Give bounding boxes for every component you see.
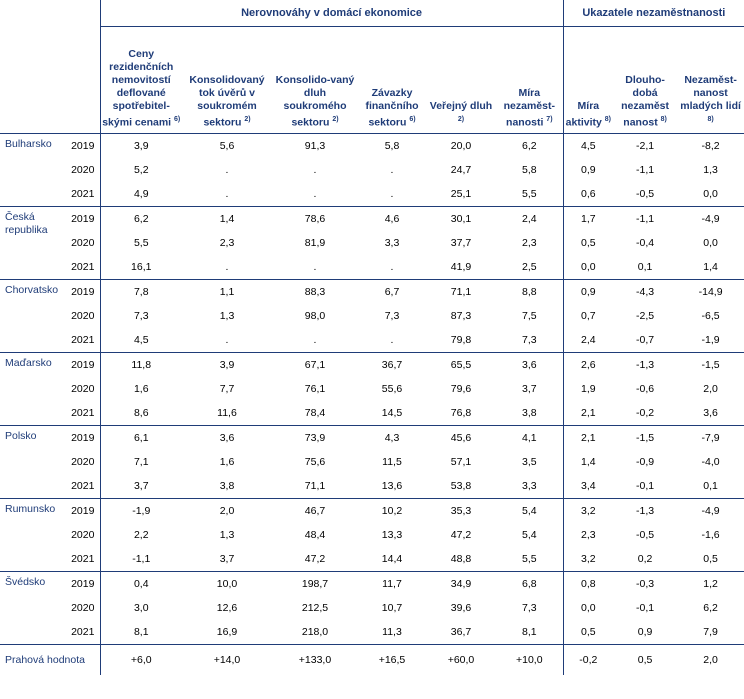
column-header — [272, 27, 358, 134]
value-cell: 11,3 — [358, 620, 426, 645]
value-cell: 1,4 — [677, 255, 744, 280]
value-cell: 3,6 — [677, 401, 744, 426]
value-cell: 0,0 — [677, 182, 744, 207]
header-group-row — [0, 0, 744, 27]
year-cell: 2021 — [66, 182, 100, 207]
table-row — [0, 596, 744, 620]
value-cell: 35,3 — [450, 505, 472, 517]
value-cell: 4,1 — [521, 432, 537, 444]
value-cell: 7,5 — [521, 310, 537, 322]
value-cell: 1,6 — [100, 377, 182, 401]
value-cell: 6,7 — [384, 286, 400, 298]
value-cell: 4,9 — [100, 182, 182, 207]
value-cell: 13,3 — [381, 529, 403, 541]
value-cell: 3,0 — [100, 596, 182, 620]
value-cell: -6,5 — [701, 310, 720, 322]
country-name: Bulharsko — [0, 134, 66, 207]
header-column-row — [0, 27, 744, 134]
year-cell: 2019 — [71, 578, 95, 590]
value-cell: 10,7 — [381, 602, 403, 614]
year-cell: 2020 — [71, 602, 95, 614]
value-cell: 218,0 — [272, 620, 358, 645]
column-header-label: Míra nezaměst-nanosti — [503, 86, 555, 128]
value-cell: 2,3 — [219, 237, 235, 249]
value-cell: -4,9 — [701, 213, 720, 225]
column-header-label: Závazky finančního sektoru — [365, 86, 419, 128]
value-cell: 71,1 — [272, 474, 358, 499]
value-cell: 1,1 — [219, 286, 235, 298]
value-cell: 13,6 — [358, 474, 426, 499]
value-cell: 0,1 — [677, 474, 744, 499]
table-row — [0, 426, 744, 451]
value-cell: 14,4 — [358, 547, 426, 572]
table-row — [0, 401, 744, 426]
year-cell: 2019 — [71, 213, 95, 225]
value-cell: -1,9 — [100, 499, 182, 524]
value-cell: 47,2 — [450, 529, 472, 541]
value-cell: -1,1 — [100, 547, 182, 572]
value-cell: 8,1 — [496, 620, 563, 645]
value-cell: 0,5 — [563, 620, 613, 645]
value-cell: 10,2 — [381, 505, 403, 517]
value-cell: . — [358, 182, 426, 207]
value-cell: 2,4 — [521, 213, 537, 225]
table-row — [0, 547, 744, 572]
value-cell: 5,8 — [521, 164, 537, 176]
value-cell: -4,9 — [701, 505, 720, 517]
column-header — [613, 27, 677, 134]
column-header-label: Míra aktivity — [565, 99, 602, 128]
value-cell: -7,9 — [701, 432, 720, 444]
value-cell: -0,1 — [636, 602, 655, 614]
table-row — [0, 231, 744, 255]
value-cell: -0,5 — [613, 182, 677, 207]
value-cell: 0,1 — [613, 255, 677, 280]
value-cell: -1,5 — [636, 432, 655, 444]
value-cell: 1,9 — [563, 377, 613, 401]
value-cell: 5,2 — [100, 158, 182, 182]
year-cell: 2021 — [66, 547, 100, 572]
value-cell: 45,6 — [450, 432, 472, 444]
value-cell: 11,6 — [182, 401, 272, 426]
value-cell: 0,5 — [563, 231, 613, 255]
value-cell: 212,5 — [301, 602, 329, 614]
value-cell: 48,8 — [426, 547, 496, 572]
value-cell: 34,9 — [450, 578, 472, 590]
value-cell: 0,0 — [703, 237, 718, 249]
table-row — [0, 499, 744, 524]
value-cell: 7,8 — [100, 280, 182, 305]
value-cell: 57,1 — [450, 456, 472, 468]
footnote-marker: 7) — [546, 115, 553, 123]
value-cell: 78,4 — [272, 401, 358, 426]
column-header — [358, 27, 426, 134]
year-cell: 2020 — [71, 456, 95, 468]
value-cell: 5,5 — [100, 231, 182, 255]
country-name: Chorvatsko — [0, 280, 66, 353]
value-cell: 30,1 — [450, 213, 472, 225]
column-header — [182, 27, 272, 134]
value-cell: 4,5 — [100, 328, 182, 353]
threshold-value: +10,0 — [516, 654, 543, 666]
table-row — [0, 353, 744, 378]
year-cell: 2019 — [71, 286, 95, 298]
value-cell: 6,2 — [521, 140, 537, 152]
value-cell: -14,9 — [698, 286, 723, 298]
value-cell: -0,1 — [613, 474, 677, 499]
year-cell: 2019 — [71, 359, 95, 371]
value-cell: 7,7 — [219, 383, 235, 395]
value-cell: 1,6 — [219, 456, 235, 468]
value-cell: 6,1 — [100, 426, 182, 451]
value-cell: . — [272, 255, 358, 280]
value-cell: 5,4 — [521, 529, 537, 541]
value-cell: 79,6 — [450, 383, 472, 395]
value-cell: 3,4 — [563, 474, 613, 499]
value-cell: . — [272, 182, 358, 207]
value-cell: 7,1 — [100, 450, 182, 474]
value-cell: 3,2 — [563, 547, 613, 572]
value-cell: 0,0 — [563, 255, 613, 280]
value-cell: 6,2 — [703, 602, 718, 614]
value-cell: 39,6 — [450, 602, 472, 614]
value-cell: 91,3 — [304, 140, 326, 152]
value-cell: 87,3 — [450, 310, 472, 322]
value-cell: 2,1 — [563, 401, 613, 426]
value-cell: -8,2 — [701, 140, 720, 152]
value-cell: 16,1 — [100, 255, 182, 280]
table-row — [0, 328, 744, 353]
value-cell: 98,0 — [304, 310, 326, 322]
value-cell: -2,5 — [636, 310, 655, 322]
value-cell: 55,6 — [381, 383, 403, 395]
table-row — [0, 182, 744, 207]
value-cell: 5,8 — [384, 140, 400, 152]
year-cell: 2020 — [71, 529, 95, 541]
value-cell: 14,5 — [358, 401, 426, 426]
threshold-value: 0,5 — [637, 654, 653, 666]
column-header-label: Ceny rezidenčních nemovitostí deflované spotřebitel-skými cenami — [102, 47, 174, 128]
value-cell: 76,1 — [304, 383, 326, 395]
value-cell: -2,1 — [636, 140, 655, 152]
value-cell: 75,6 — [304, 456, 326, 468]
year-cell: 2021 — [66, 620, 100, 645]
value-cell: -0,4 — [636, 237, 655, 249]
value-cell: 2,4 — [563, 328, 613, 353]
value-cell: -1,3 — [636, 505, 655, 517]
value-cell: 3,7 — [100, 474, 182, 499]
value-cell: -1,1 — [636, 164, 655, 176]
value-cell: 48,4 — [304, 529, 326, 541]
year-cell: 2020 — [71, 237, 95, 249]
table-body — [0, 134, 744, 676]
value-cell: 8,1 — [100, 620, 182, 645]
value-cell: 20,0 — [450, 140, 472, 152]
value-cell: 0,9 — [563, 280, 613, 305]
value-cell: 2,0 — [703, 383, 718, 395]
value-cell: 1,4 — [563, 450, 613, 474]
country-name: Maďarsko — [0, 353, 66, 426]
value-cell: 12,6 — [216, 602, 238, 614]
footnote-marker: 8) — [660, 115, 667, 123]
value-cell: 2,0 — [219, 505, 235, 517]
value-cell: 0,7 — [563, 304, 613, 328]
value-cell: 5,4 — [521, 505, 537, 517]
value-cell: 71,1 — [450, 286, 472, 298]
threshold-value: +6,0 — [100, 645, 182, 676]
value-cell: 7,3 — [100, 304, 182, 328]
threshold-value: -0,2 — [563, 645, 613, 676]
value-cell: -1,5 — [701, 359, 720, 371]
value-cell: 2,1 — [563, 426, 613, 451]
value-cell: 1,7 — [563, 207, 613, 232]
threshold-value: +14,0 — [213, 654, 241, 666]
value-cell: . — [272, 328, 358, 353]
value-cell: 3,8 — [182, 474, 272, 499]
value-cell: 6,2 — [100, 207, 182, 232]
value-cell: 4,3 — [384, 432, 400, 444]
value-cell: -0,3 — [636, 578, 655, 590]
value-cell: 0,9 — [563, 158, 613, 182]
value-cell: -0,7 — [613, 328, 677, 353]
country-name: Česká republika — [0, 207, 66, 280]
value-cell: 0,4 — [100, 572, 182, 597]
country-name: Polsko — [0, 426, 66, 499]
value-cell: 11,7 — [382, 578, 402, 590]
table-row — [0, 158, 744, 182]
value-cell: . — [313, 164, 317, 176]
value-cell: -1,6 — [701, 529, 720, 541]
value-cell: 1,3 — [219, 529, 235, 541]
threshold-label: Prahová hodnota — [5, 653, 85, 666]
value-cell: 37,7 — [450, 237, 472, 249]
value-cell: 2,3 — [563, 523, 613, 547]
value-cell: 0,2 — [613, 547, 677, 572]
value-cell: 3,6 — [219, 432, 235, 444]
value-cell: 3,2 — [563, 499, 613, 524]
value-cell: -4,3 — [636, 286, 655, 298]
value-cell: 3,8 — [496, 401, 563, 426]
value-cell: . — [182, 255, 272, 280]
value-cell: 5,5 — [496, 182, 563, 207]
column-header — [677, 27, 744, 134]
value-cell: . — [390, 164, 394, 176]
value-cell: 8,6 — [100, 401, 182, 426]
value-cell: 3,3 — [384, 237, 400, 249]
value-cell: 24,7 — [450, 164, 472, 176]
value-cell: . — [182, 182, 272, 207]
value-cell: -4,0 — [701, 456, 720, 468]
value-cell: 2,2 — [100, 523, 182, 547]
year-cell: 2019 — [71, 432, 95, 444]
column-header — [100, 27, 182, 134]
value-cell: 79,8 — [426, 328, 496, 353]
value-cell: -0,2 — [613, 401, 677, 426]
value-cell: -0,9 — [636, 456, 655, 468]
value-cell: 7,3 — [496, 328, 563, 353]
value-cell: 2,3 — [521, 237, 537, 249]
column-header — [563, 27, 613, 134]
column-header-label: Nezaměst-nanost mladých lidí — [680, 73, 741, 112]
threshold-value: +60,0 — [447, 654, 475, 666]
footnote-marker: 2) — [457, 115, 465, 123]
table-row — [0, 255, 744, 280]
value-cell: 0,8 — [563, 572, 613, 597]
footnote-marker: 2) — [332, 115, 339, 123]
value-cell: 65,5 — [450, 359, 472, 371]
value-cell: 198,7 — [301, 578, 329, 590]
threshold-value: +16,5 — [378, 654, 406, 666]
header-group-unemployment-indicators: Ukazatele nezaměstnanosti — [563, 0, 744, 27]
table-row — [0, 377, 744, 401]
value-cell: 4,5 — [563, 134, 613, 159]
value-cell: 10,0 — [216, 578, 238, 590]
year-cell: 2021 — [66, 255, 100, 280]
value-cell: 5,6 — [219, 140, 235, 152]
value-cell: 7,9 — [677, 620, 744, 645]
value-cell: 2,5 — [496, 255, 563, 280]
value-cell: 67,1 — [304, 359, 326, 371]
footnote-marker: 2) — [244, 115, 251, 123]
value-cell: -0,5 — [636, 529, 655, 541]
value-cell: 41,9 — [426, 255, 496, 280]
value-cell: 47,2 — [272, 547, 358, 572]
value-cell: 3,7 — [521, 383, 537, 395]
column-header-label: Konsolidovaný tok úvěrů v soukromém sektoru — [189, 73, 265, 128]
threshold-value: 2,0 — [703, 654, 718, 666]
value-cell: 78,6 — [304, 213, 326, 225]
column-header-label: Dlouho-dobá nezaměst nanost — [621, 73, 669, 128]
value-cell: 16,9 — [182, 620, 272, 645]
value-cell: . — [358, 255, 426, 280]
value-cell: 4,6 — [384, 213, 400, 225]
value-cell: 1,3 — [703, 164, 718, 176]
value-cell: 3,9 — [219, 359, 235, 371]
value-cell: 1,3 — [219, 310, 235, 322]
value-cell: 53,8 — [426, 474, 496, 499]
year-cell: 2019 — [71, 140, 95, 152]
footnote-marker: 8) — [707, 115, 714, 123]
country-name: Rumunsko — [0, 499, 66, 572]
value-cell: 0,6 — [563, 182, 613, 207]
value-cell: 7,3 — [521, 602, 537, 614]
value-cell: 81,9 — [304, 237, 326, 249]
value-cell: 3,6 — [521, 359, 537, 371]
column-header — [496, 27, 563, 134]
value-cell: 0,9 — [613, 620, 677, 645]
year-cell: 2020 — [71, 164, 95, 176]
value-cell: 3,7 — [182, 547, 272, 572]
value-cell: 7,3 — [384, 310, 400, 322]
table-row — [0, 620, 744, 645]
threshold-value: +133,0 — [298, 654, 332, 666]
table-row — [0, 280, 744, 305]
table-row — [0, 304, 744, 328]
year-cell: 2020 — [71, 310, 95, 322]
value-cell: 3,5 — [521, 456, 537, 468]
value-cell: 36,7 — [381, 359, 403, 371]
column-header-label: Veřejný dluh — [429, 99, 493, 112]
value-cell: . — [225, 164, 229, 176]
value-cell: -1,1 — [636, 213, 655, 225]
value-cell: 1,2 — [703, 578, 718, 590]
value-cell: 73,9 — [304, 432, 326, 444]
value-cell: 0,0 — [563, 596, 613, 620]
value-cell: 11,5 — [382, 456, 402, 468]
value-cell: . — [358, 328, 426, 353]
value-cell: 5,5 — [496, 547, 563, 572]
footnote-marker: 6) — [409, 115, 416, 123]
column-header-label: Konsolido-vaný dluh soukromého sektoru — [275, 73, 355, 128]
year-cell: 2019 — [71, 505, 95, 517]
value-cell: 1,4 — [219, 213, 235, 225]
value-cell: 46,7 — [304, 505, 326, 517]
footnote-marker: 8) — [604, 115, 611, 123]
table-row — [0, 572, 744, 597]
value-cell: 2,6 — [563, 353, 613, 378]
threshold-row — [0, 645, 744, 676]
table-row — [0, 207, 744, 232]
year-cell: 2021 — [66, 328, 100, 353]
value-cell: -1,9 — [677, 328, 744, 353]
table-row — [0, 523, 744, 547]
value-cell: 11,8 — [100, 353, 182, 378]
column-header — [426, 27, 496, 134]
value-cell: 3,9 — [100, 134, 182, 159]
value-cell: -1,3 — [636, 359, 655, 371]
table-row — [0, 474, 744, 499]
table-row — [0, 450, 744, 474]
value-cell: 0,5 — [677, 547, 744, 572]
country-name: Švédsko — [0, 572, 66, 645]
value-cell: . — [182, 328, 272, 353]
footnote-marker: 6) — [174, 115, 181, 123]
value-cell: 88,3 — [304, 286, 326, 298]
value-cell: 76,8 — [426, 401, 496, 426]
value-cell: 3,3 — [496, 474, 563, 499]
value-cell: 25,1 — [426, 182, 496, 207]
table-row — [0, 134, 744, 159]
year-cell: 2020 — [71, 383, 95, 395]
year-cell: 2021 — [66, 401, 100, 426]
header-group-domestic-imbalances: Nerovnováhy v domácí ekonomice — [100, 0, 563, 27]
value-cell: 6,8 — [521, 578, 537, 590]
year-cell: 2021 — [66, 474, 100, 499]
value-cell: -0,6 — [636, 383, 655, 395]
value-cell: 8,8 — [521, 286, 537, 298]
value-cell: 36,7 — [426, 620, 496, 645]
